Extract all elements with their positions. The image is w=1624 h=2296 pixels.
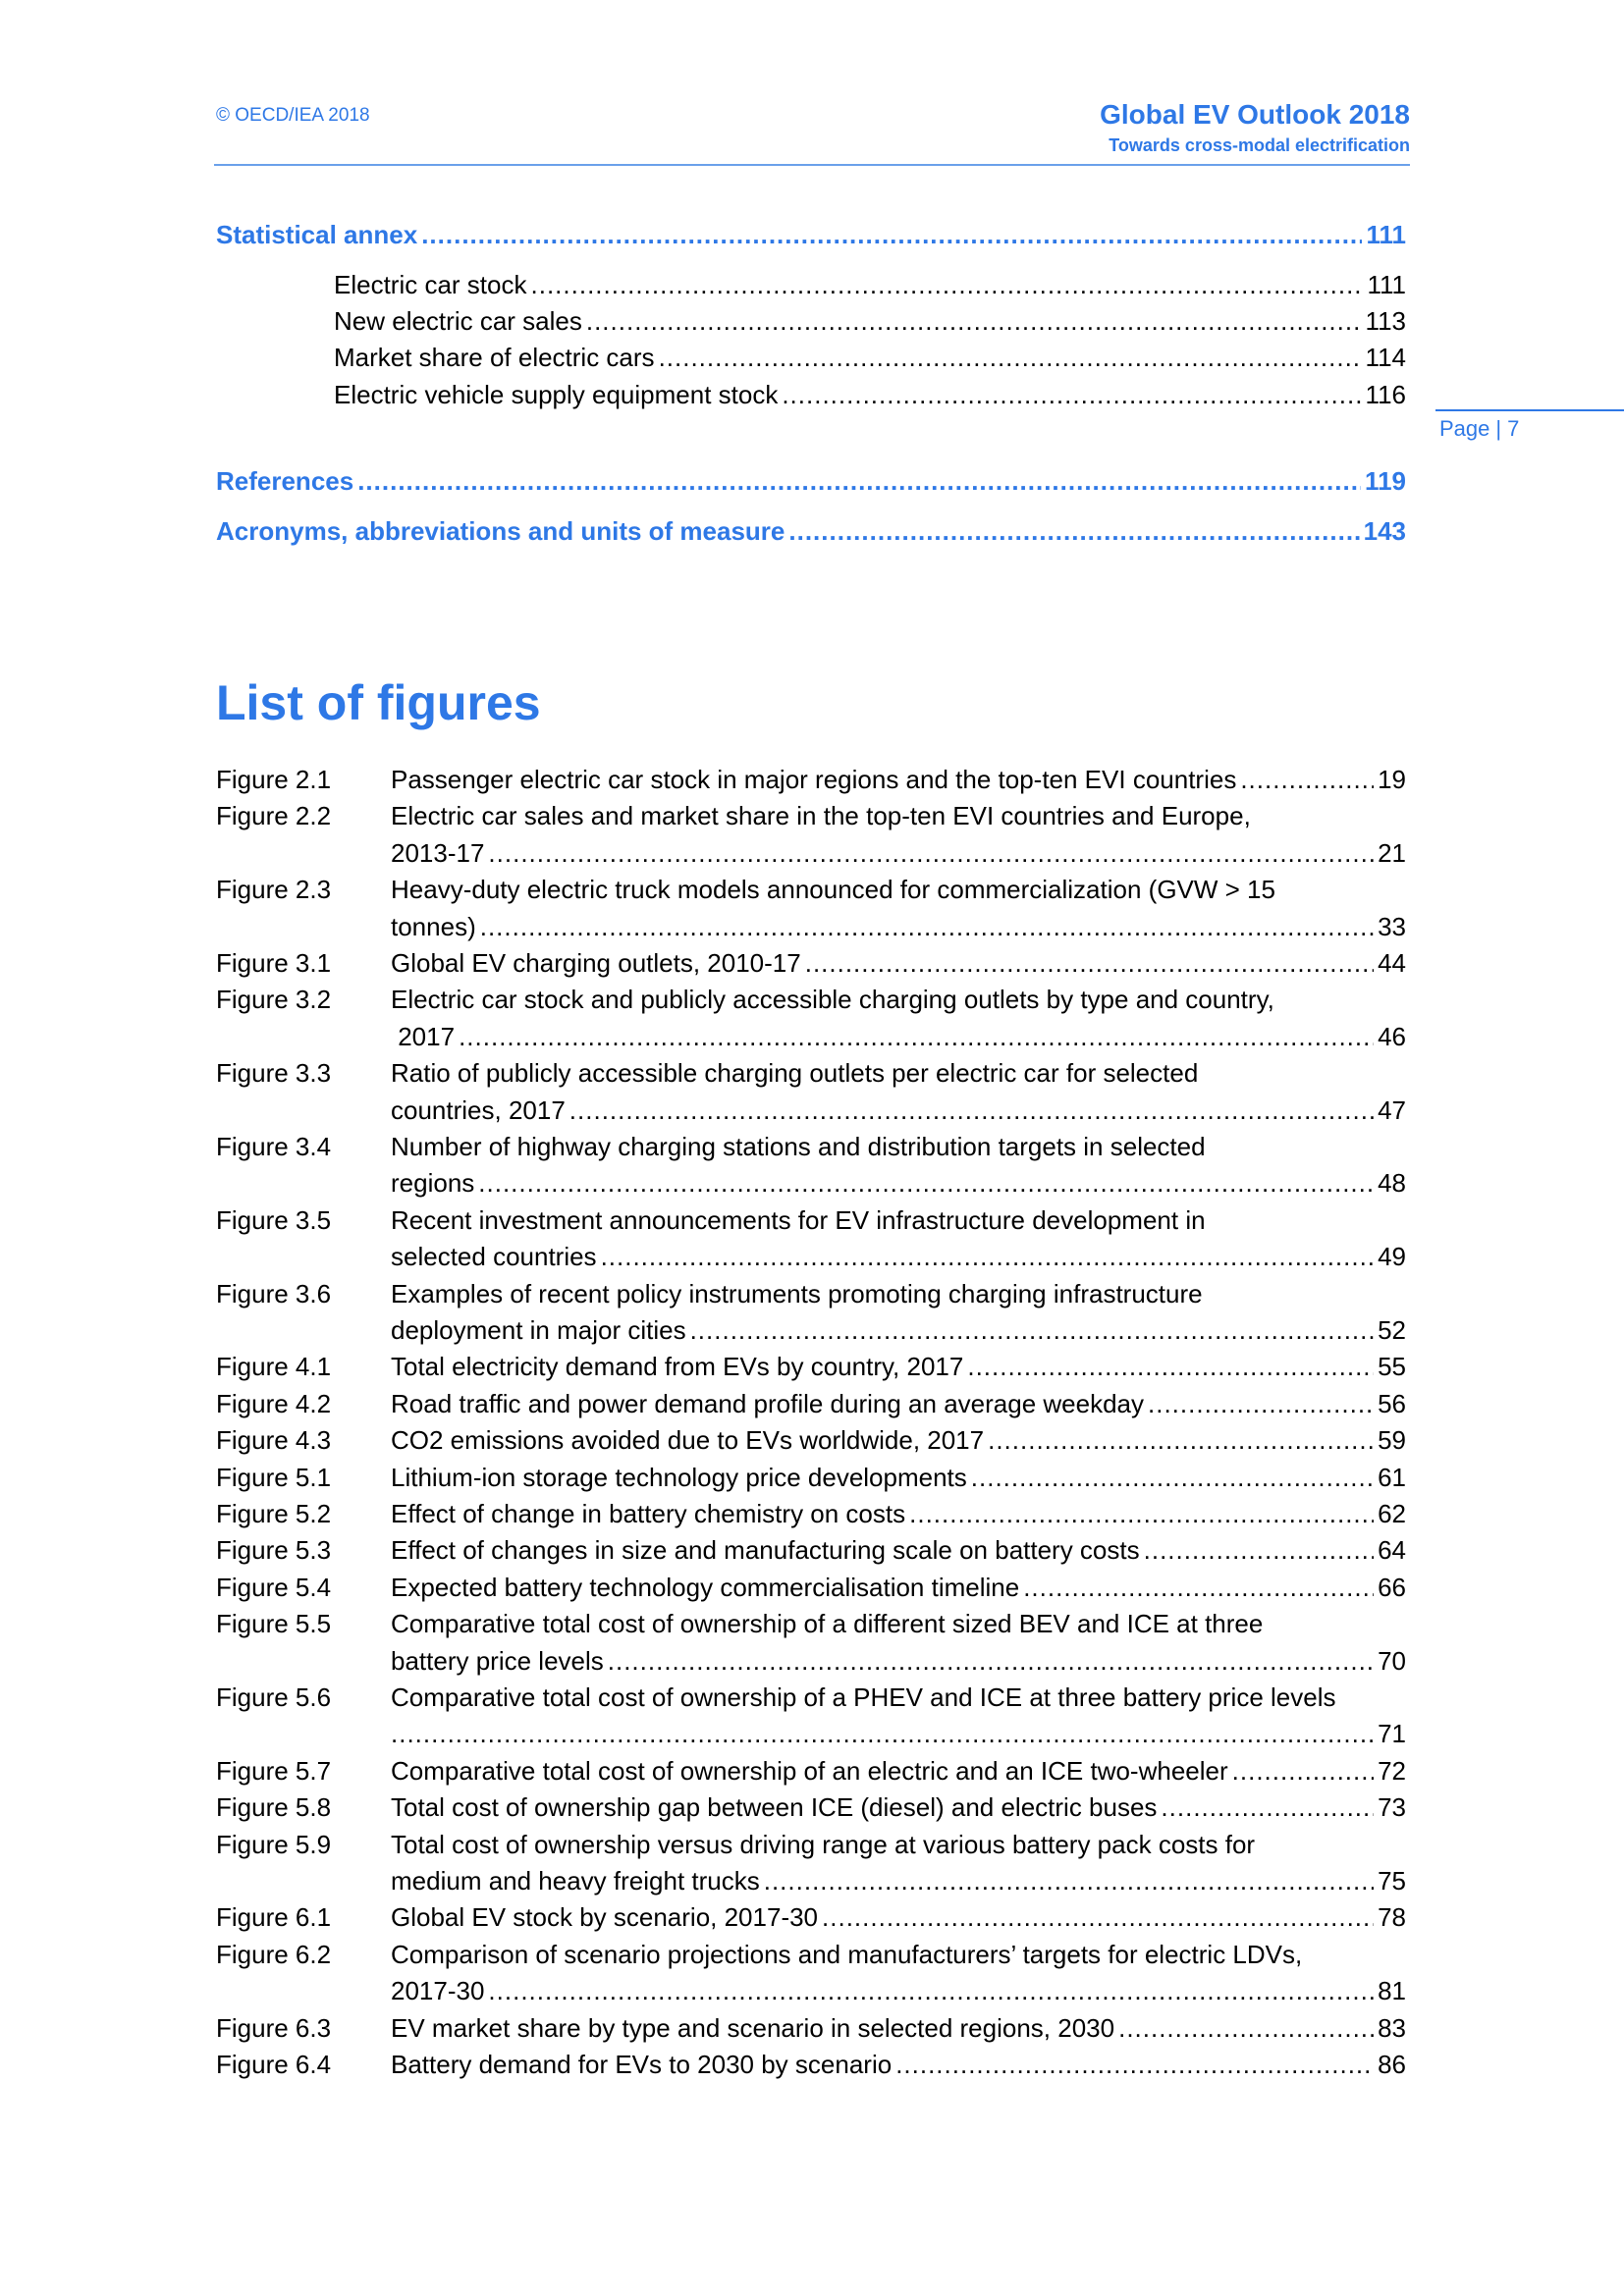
figure-entry[interactable]: [216, 1753, 1406, 1789]
figure-number: Figure 4.1: [216, 1352, 332, 1382]
figure-page-number: 62: [1378, 1499, 1406, 1528]
toc-entry-page: 116: [1365, 380, 1406, 409]
document-title: Global EV Outlook 2018: [1100, 99, 1410, 130]
copyright-notice: © OECD/IEA 2018: [216, 105, 370, 126]
figure-caption-line: Heavy-duty electric truck models announced for commercialization (GVW > 15: [391, 875, 1275, 905]
figure-caption-line: Electric car sales and market share in the top-ten EVI countries and Europe,: [391, 801, 1251, 831]
figure-number: Figure 5.3: [216, 1535, 332, 1566]
figure-number: Figure 5.9: [216, 1829, 332, 1859]
figure-entry[interactable]: [216, 1349, 1406, 1385]
dot-leader: [909, 1496, 1374, 1532]
figure-number: Figure 3.5: [216, 1204, 332, 1235]
dot-leader: [421, 220, 1362, 250]
figure-entry[interactable]: [216, 1386, 1406, 1422]
figure-caption-line: deployment in major cities: [391, 1315, 686, 1345]
figure-page-number: 55: [1378, 1352, 1406, 1382]
figure-entry[interactable]: [216, 1496, 1406, 1532]
figure-number: Figure 4.3: [216, 1425, 332, 1456]
toc-entry-references[interactable]: [216, 466, 1406, 497]
figure-caption-line: Global EV stock by scenario, 2017-30: [391, 1902, 819, 1933]
figure-entry[interactable]: [216, 1460, 1406, 1496]
dot-leader: [805, 945, 1374, 982]
figure-caption-line: selected countries: [391, 1242, 597, 1272]
figure-entry[interactable]: [216, 1937, 1406, 2010]
figure-page-number: 59: [1378, 1425, 1406, 1456]
figure-caption-line: 2017-30: [391, 1976, 485, 2006]
figure-entry[interactable]: [216, 945, 1406, 982]
figure-caption-line: EV market share by type and scenario in selected regions, 2030: [391, 2012, 1115, 2043]
dot-leader: [1148, 1386, 1374, 1422]
dot-leader: [1023, 1570, 1374, 1606]
figure-number: Figure 6.3: [216, 2012, 332, 2043]
dot-leader: [1232, 1753, 1374, 1789]
figure-entry[interactable]: [216, 1055, 1406, 1129]
figure-page-number: 78: [1378, 1902, 1406, 1933]
toc-entry-title: Statistical annex: [216, 220, 418, 249]
running-header: [1100, 97, 1410, 158]
figure-page-number: 73: [1378, 1792, 1406, 1823]
figure-page-number: 75: [1378, 1866, 1406, 1896]
figure-caption-line: Electric car stock and publicly accessible charging outlets by type and country,: [391, 985, 1274, 1015]
figure-entry[interactable]: [216, 1680, 1406, 1753]
figure-page-number: 49: [1378, 1242, 1406, 1272]
dot-leader: [586, 306, 1362, 337]
figure-entry[interactable]: [216, 1899, 1406, 1936]
figure-page-number: 70: [1378, 1645, 1406, 1676]
figure-page-number: 83: [1378, 2012, 1406, 2043]
figure-number: Figure 6.2: [216, 1939, 332, 1969]
dot-leader: [608, 1643, 1374, 1680]
figure-entry[interactable]: [216, 2010, 1406, 2047]
figure-caption-line: Examples of recent policy instruments promoting charging infrastructure: [391, 1278, 1203, 1308]
figure-entry[interactable]: [216, 982, 1406, 1055]
figure-caption-line: Passenger electric car stock in major regions and the top-ten EVI countries: [391, 765, 1237, 794]
figure-caption-line: regions: [391, 1168, 475, 1199]
dot-leader: [822, 1899, 1374, 1936]
page-separator: |: [1495, 416, 1502, 441]
toc-entry-page: 143: [1363, 516, 1406, 546]
figure-caption-line: countries, 2017: [391, 1095, 566, 1125]
figure-entry[interactable]: [216, 1789, 1406, 1826]
figure-page-number: 81: [1378, 1976, 1406, 2006]
dot-leader: [1240, 762, 1374, 798]
figure-number: Figure 5.2: [216, 1499, 332, 1528]
dot-leader: [569, 1093, 1374, 1129]
figure-caption-line: Road traffic and power demand profile during an average weekday: [391, 1388, 1144, 1418]
dot-leader: [601, 1239, 1375, 1275]
dot-leader: [531, 270, 1364, 300]
figure-page-number: 47: [1378, 1095, 1406, 1125]
figure-entry[interactable]: [216, 1202, 1406, 1276]
figure-caption-line: Recent investment announcements for EV infrastructure development in: [391, 1204, 1206, 1235]
figure-number: Figure 3.3: [216, 1058, 332, 1089]
dot-leader: [764, 1863, 1374, 1899]
figure-caption-line: Battery demand for EVs to 2030 by scenario: [391, 2050, 893, 2079]
figure-number: Figure 5.8: [216, 1792, 332, 1823]
figure-page-number: 46: [1378, 1021, 1406, 1051]
dot-leader: [391, 1716, 1374, 1752]
figure-number: Figure 5.4: [216, 1572, 332, 1602]
figure-number: Figure 2.3: [216, 875, 332, 905]
dot-leader: [357, 466, 1361, 497]
toc-entry-page: 111: [1367, 270, 1406, 299]
figure-caption-line: Comparison of scenario projections and manufacturers’ targets for electric LDVs,: [391, 1939, 1303, 1969]
figure-caption-line: Lithium-ion storage technology price developments: [391, 1462, 967, 1492]
page-number: 7: [1507, 416, 1520, 441]
page-marker-rule: [1435, 409, 1624, 411]
figure-entry[interactable]: [216, 1606, 1406, 1680]
figure-caption-line: Total cost of ownership versus driving range at various battery pack costs for: [391, 1829, 1256, 1859]
figure-caption-line: Total cost of ownership gap between ICE (diesel) and electric buses: [391, 1792, 1158, 1823]
figure-page-number: 86: [1378, 2050, 1406, 2079]
toc-entry-page: 113: [1365, 306, 1406, 336]
figure-page-number: 61: [1378, 1462, 1406, 1492]
figure-number: Figure 5.1: [216, 1462, 332, 1492]
figure-entry[interactable]: [216, 1532, 1406, 1569]
figure-caption-line: Expected battery technology commercialisation timeline: [391, 1572, 1020, 1602]
figure-page-number: 64: [1378, 1535, 1406, 1566]
dot-leader: [895, 2047, 1374, 2083]
figure-caption-line: Number of highway charging stations and distribution targets in selected: [391, 1132, 1206, 1161]
figure-caption-line: Total electricity demand from EVs by country, 2017: [391, 1352, 964, 1382]
figure-entry[interactable]: [216, 1570, 1406, 1606]
figure-caption-line: 2013-17: [391, 837, 485, 868]
figure-page-number: 44: [1378, 948, 1406, 978]
dot-leader: [788, 516, 1359, 547]
figure-number: Figure 5.6: [216, 1682, 332, 1712]
dot-leader: [690, 1312, 1375, 1349]
toc-entry-evse-stock[interactable]: [334, 380, 1406, 410]
figure-caption-line: Comparative total cost of ownership of an electric and an ICE two-wheeler: [391, 1755, 1228, 1786]
figure-number: Figure 6.1: [216, 1902, 332, 1933]
toc-entry-page: 119: [1365, 466, 1406, 496]
toc-entry-title: Market share of electric cars: [334, 343, 655, 372]
figure-page-number: 33: [1378, 911, 1406, 941]
dot-leader: [988, 1422, 1374, 1459]
figure-page-number: 66: [1378, 1572, 1406, 1602]
dot-leader: [1118, 2010, 1374, 2047]
toc-entry-statistical-annex[interactable]: [216, 220, 1406, 250]
figure-page-number: 71: [1378, 1719, 1406, 1749]
figure-caption-line: Effect of change in battery chemistry on costs: [391, 1499, 906, 1528]
dot-leader: [967, 1349, 1374, 1385]
toc-entry-title: Acronyms, abbreviations and units of measure: [216, 516, 785, 546]
figure-number: Figure 5.5: [216, 1609, 332, 1639]
header-divider: [214, 164, 1410, 166]
page-marker: [1439, 416, 1519, 442]
toc-entry-title: References: [216, 466, 354, 496]
figure-page-number: 21: [1378, 837, 1406, 868]
dot-leader: [480, 909, 1374, 945]
toc-entry-page: 114: [1365, 343, 1406, 372]
dot-leader: [971, 1460, 1374, 1496]
dot-leader: [459, 1019, 1374, 1055]
figure-caption-line: 2017: [391, 1021, 456, 1051]
figure-caption-line: medium and heavy freight trucks: [391, 1866, 760, 1896]
dot-leader: [478, 1165, 1374, 1201]
figure-caption-line: Effect of changes in size and manufacturing scale on battery costs: [391, 1535, 1140, 1566]
toc-entry-title: New electric car sales: [334, 306, 582, 336]
figure-page-number: 19: [1378, 765, 1406, 794]
list-of-figures-heading: List of figures: [216, 675, 541, 730]
figure-page-number: 48: [1378, 1168, 1406, 1199]
toc-entry-market-share[interactable]: [334, 343, 1406, 373]
figure-number: Figure 5.7: [216, 1755, 332, 1786]
figure-entry[interactable]: [216, 2047, 1406, 2083]
toc-entry-title: Electric car stock: [334, 270, 527, 299]
toc-entry-acronyms[interactable]: [216, 516, 1406, 547]
figure-number: Figure 4.2: [216, 1388, 332, 1418]
figure-page-number: 72: [1378, 1755, 1406, 1786]
figure-number: Figure 3.6: [216, 1278, 332, 1308]
dot-leader: [488, 1973, 1374, 2009]
figure-entry[interactable]: [216, 1276, 1406, 1350]
figure-caption-line: tonnes): [391, 911, 476, 941]
toc-entry-new-electric-car-sales[interactable]: [334, 306, 1406, 337]
toc-entry-title: Electric vehicle supply equipment stock: [334, 380, 779, 409]
page-label: Page: [1439, 416, 1490, 441]
figure-caption-line: CO2 emissions avoided due to EVs worldwide, 2017: [391, 1425, 985, 1456]
figure-entry[interactable]: [216, 872, 1406, 945]
figure-page-number: 52: [1378, 1315, 1406, 1345]
toc-entry-electric-car-stock[interactable]: [334, 270, 1406, 300]
toc-entry-page: 111: [1366, 220, 1406, 249]
dot-leader: [782, 380, 1361, 410]
document-subtitle: Towards cross-modal electrification: [1109, 135, 1410, 155]
figure-page-number: 56: [1378, 1388, 1406, 1418]
figure-caption-line: Comparative total cost of ownership of a different sized BEV and ICE at three: [391, 1609, 1264, 1639]
figure-number: Figure 3.2: [216, 985, 332, 1015]
dot-leader: [1144, 1532, 1374, 1569]
figure-entry[interactable]: [216, 798, 1406, 872]
figure-number: Figure 2.1: [216, 765, 332, 794]
figure-number: Figure 3.4: [216, 1132, 332, 1161]
figure-number: Figure 6.4: [216, 2050, 332, 2079]
figure-caption-line: Global EV charging outlets, 2010-17: [391, 948, 801, 978]
figure-entry[interactable]: [216, 762, 1406, 798]
figure-caption-line: Ratio of publicly accessible charging outlets per electric car for selected: [391, 1058, 1199, 1089]
figure-number: Figure 2.2: [216, 801, 332, 831]
figure-caption-line: Comparative total cost of ownership of a PHEV and ICE at three battery price levels: [391, 1682, 1336, 1712]
figure-entry[interactable]: [216, 1129, 1406, 1202]
figure-caption-line: battery price levels: [391, 1645, 604, 1676]
dot-leader: [659, 343, 1362, 373]
dot-leader: [1161, 1789, 1374, 1826]
figure-entry[interactable]: [216, 1827, 1406, 1900]
figure-number: Figure 3.1: [216, 948, 332, 978]
dot-leader: [488, 835, 1374, 872]
figure-entry[interactable]: [216, 1422, 1406, 1459]
